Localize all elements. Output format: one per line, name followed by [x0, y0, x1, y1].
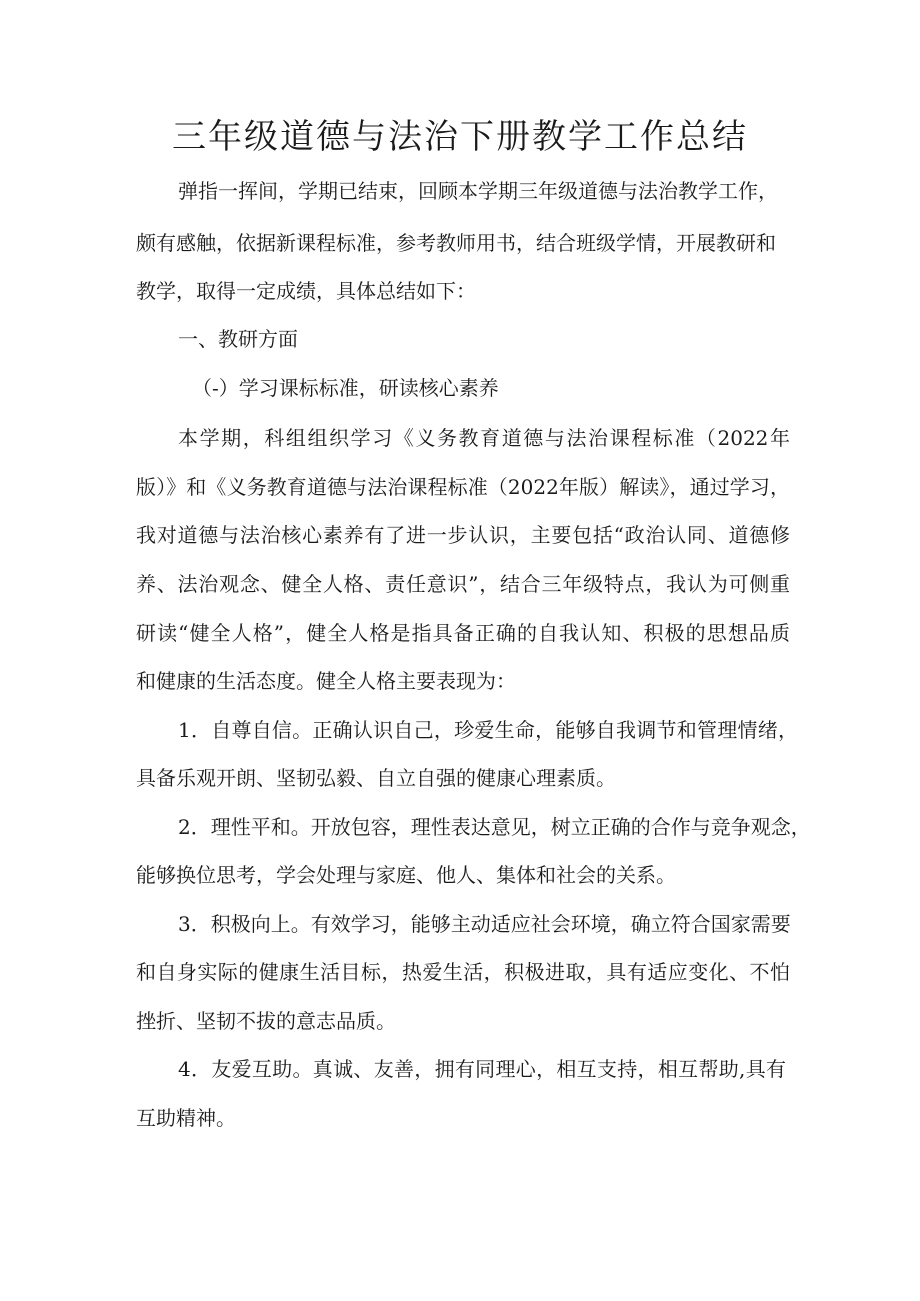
- subsection-heading-standards: （-）学习课标标准，研读核心素养: [192, 376, 499, 400]
- list-item-4-line-1: 4．友爱互助。真诚、友善，拥有同理心，相互支持，相互帮助,具有: [178, 1057, 786, 1081]
- list-item-1-line-1: 1．自尊自信。正确认识自己，珍爱生命，能够自我调节和管理情绪，: [178, 718, 798, 742]
- list-item-2-line-2: 能够换位思考，学会处理与家庭、他人、集体和社会的关系。: [136, 863, 676, 887]
- paragraph-line-2: 版）》和《义务教育道德与法治课程标准（2022年版）解读》，通过学习，: [136, 475, 790, 499]
- paragraph-line-5: 研读“健全人格”，健全人格是指具备正确的自我认知、积极的思想品质: [136, 621, 790, 645]
- section-heading-research: 一、教研方面: [178, 327, 298, 351]
- intro-line-1: 弹指一挥间，学期已结束，回顾本学期三年级道德与法治教学工作，: [178, 179, 778, 203]
- list-item-2-line-1: 2．理性平和。开放包容，理性表达意见，树立正确的合作与竞争观念，: [178, 815, 811, 839]
- paragraph-line-3: 我对道德与法治核心素养有了进一步认识，主要包括“政治认同、道德修: [136, 523, 790, 547]
- intro-line-2: 颇有感触，依据新课程标准，参考教师用书，结合班级学情，开展教研和: [136, 231, 776, 255]
- list-item-3-line-1: 3．积极向上。有效学习，能够主动适应社会环境，确立符合国家需要: [178, 912, 791, 936]
- paragraph-line-1: 本学期，科组组织学习《义务教育道德与法治课程标准（2022年: [178, 426, 790, 450]
- list-item-1-line-2: 具备乐观开朗、坚韧弘毅、自立自强的健康心理素质。: [136, 766, 616, 790]
- paragraph-line-4: 养、法治观念、健全人格、责任意识”，结合三年级特点，我认为可侧重: [136, 572, 790, 596]
- list-item-3-line-2: 和自身实际的健康生活目标，热爱生活，积极进取，具有适应变化、不怕: [136, 960, 790, 984]
- paragraph-line-6: 和健康的生活态度。健全人格主要表现为：: [136, 669, 516, 693]
- document-title: 三年级道德与法治下册教学工作总结: [172, 117, 748, 157]
- intro-line-3: 教学，取得一定成绩，具体总结如下：: [136, 279, 476, 303]
- list-item-4-line-2: 互助精神。: [136, 1106, 236, 1130]
- list-item-3-line-3: 挫折、坚韧不拔的意志品质。: [136, 1009, 396, 1033]
